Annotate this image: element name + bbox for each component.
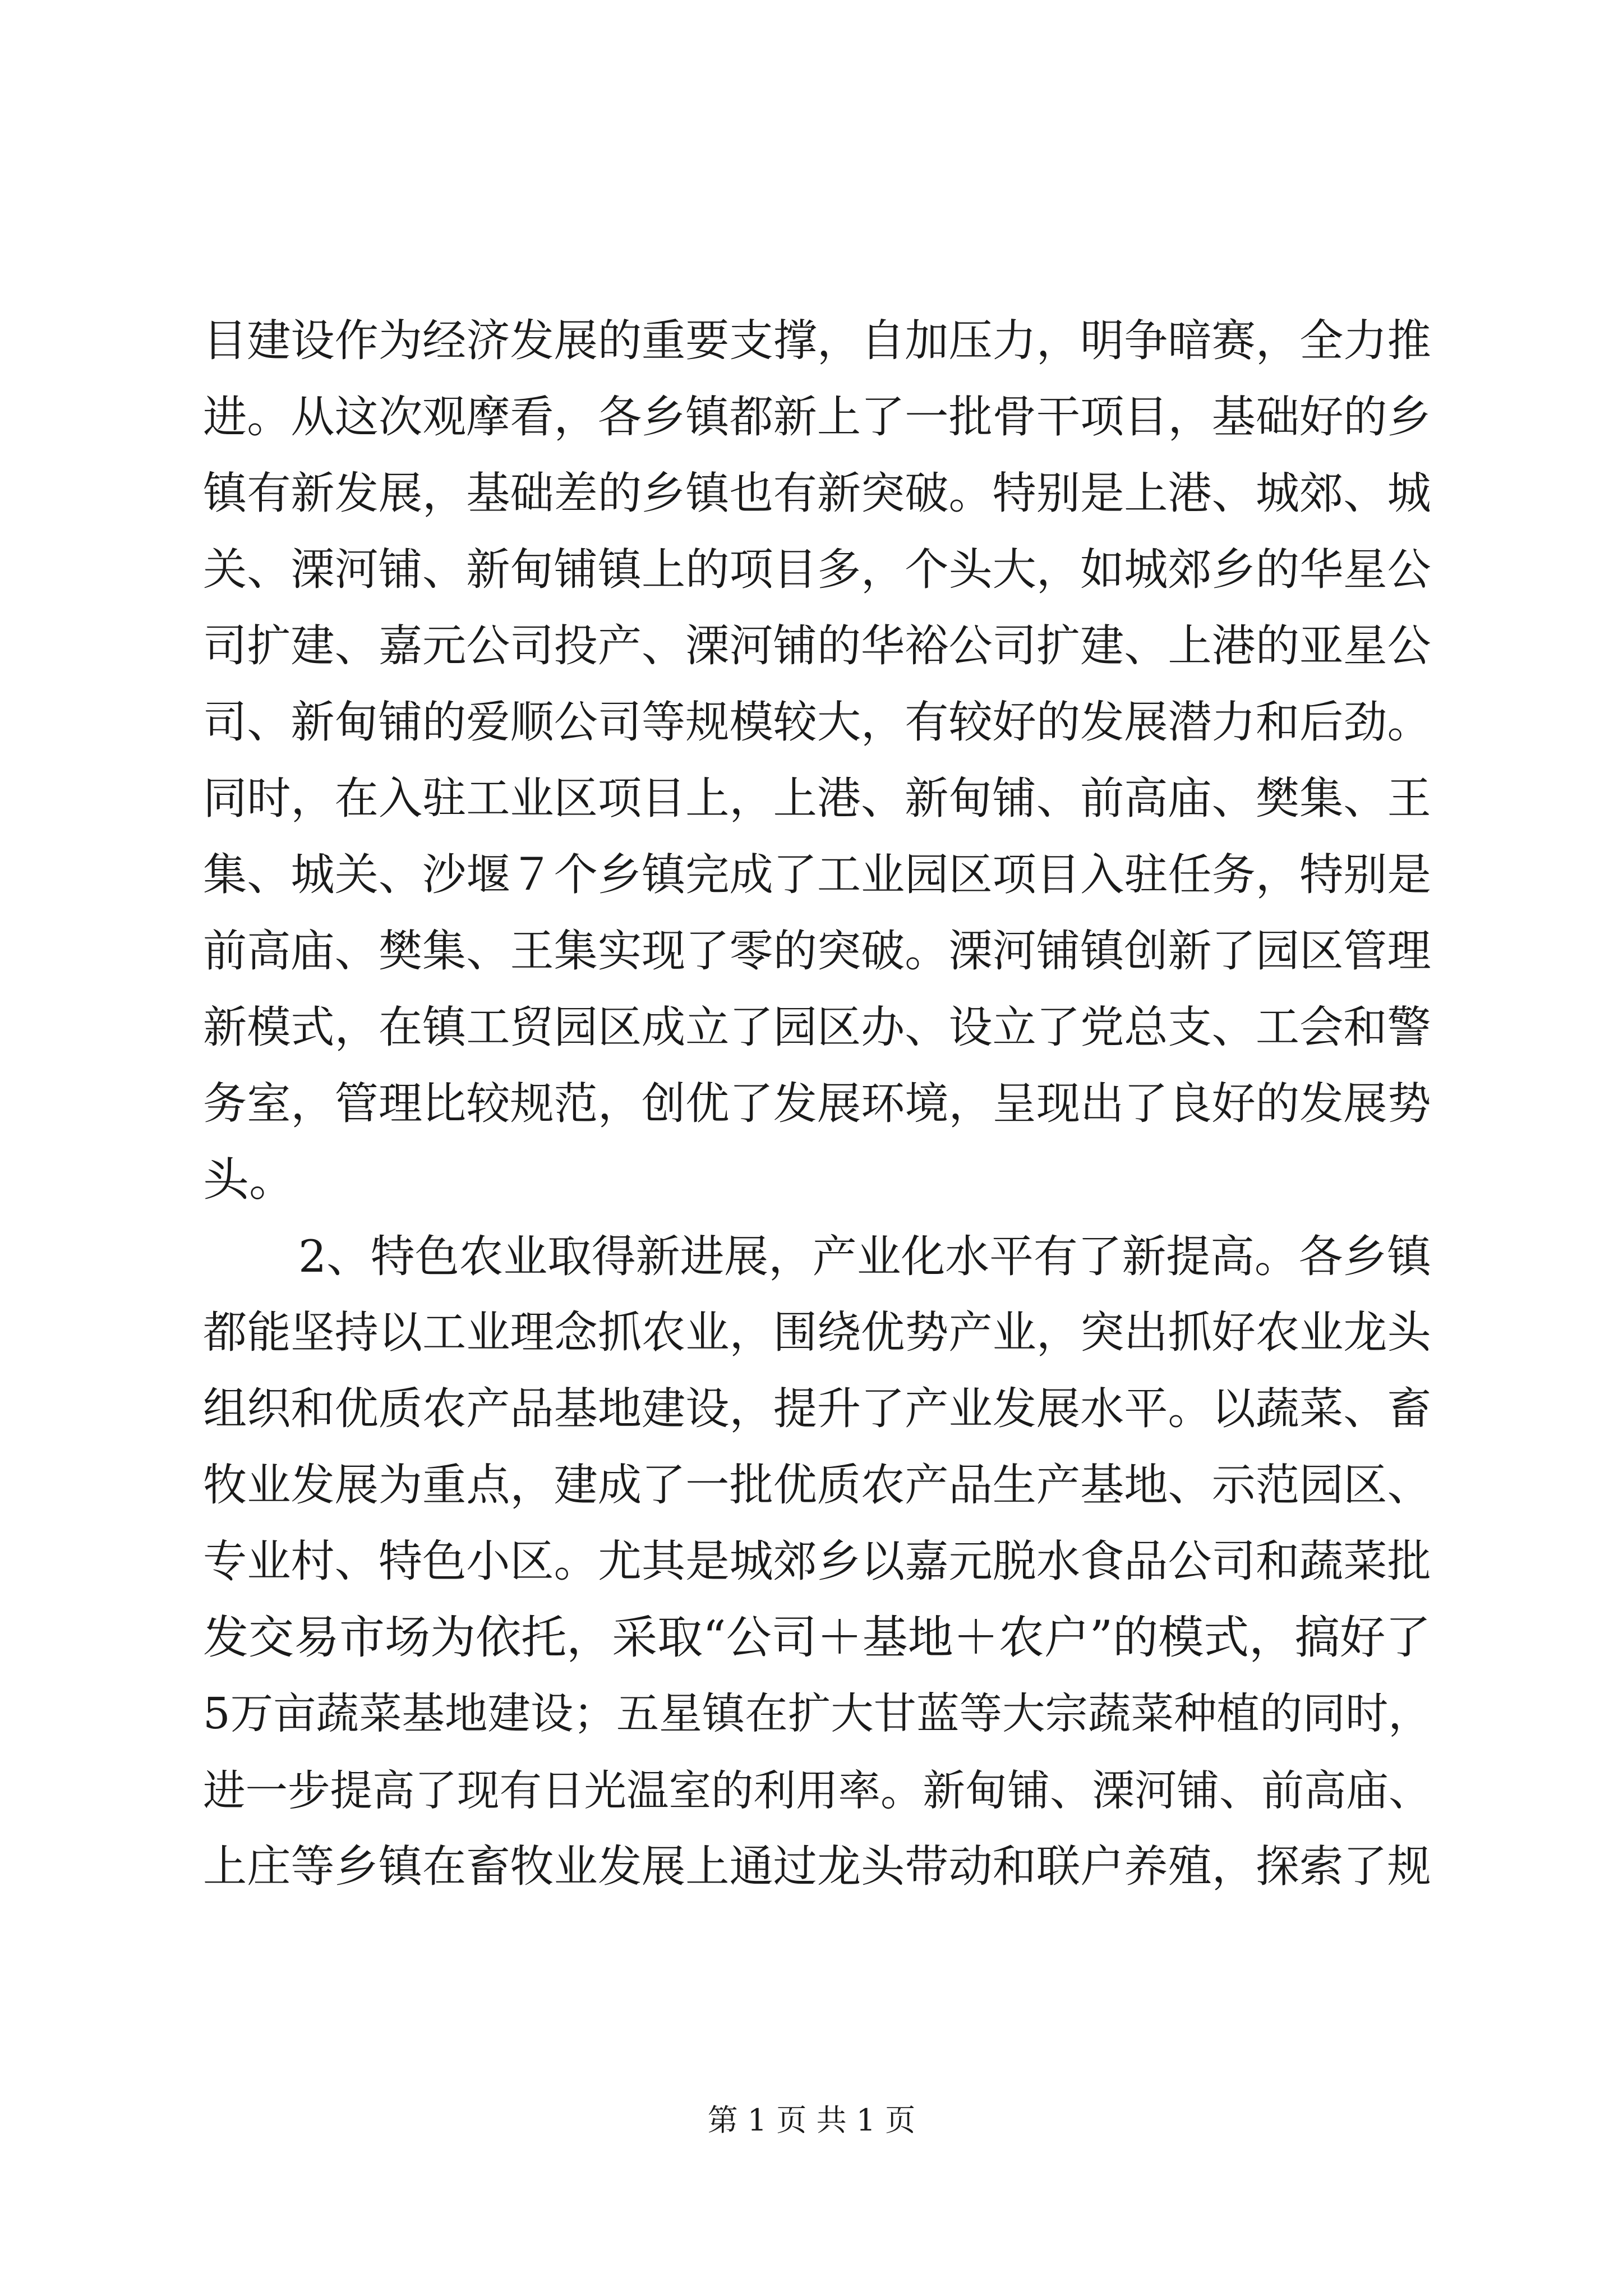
text-line: 集、城关、沙堰７个乡镇完成了工业园区项目入驻任务，特别是 — [203, 849, 1431, 900]
text-line: 上庄等乡镇在畜牧业发展上通过龙头带动和联户养殖，探索了规 — [203, 1841, 1431, 1892]
text-line: 镇有新发展，基础差的乡镇也有新突破。特别是上港、城郊、城 — [203, 468, 1431, 519]
text-line: 头。 — [203, 1153, 296, 1207]
text-line: 进。从这次观摩看，各乡镇都新上了一批骨干项目，基础好的乡 — [203, 392, 1431, 443]
page-number-label: 第 1 页 共 1 页 — [707, 2102, 916, 2138]
paragraph-start-line: 2、特色农业取得新进展，产业化水平有了新提高。各乡镇 — [298, 1231, 1432, 1282]
text-line: 同时，在入驻工业区项目上，上港、新甸铺、前高庙、樊集、王 — [203, 773, 1431, 824]
text-line: 进一步提高了现有日光温室的利用率。新甸铺、溧河铺、前高庙、 — [203, 1766, 1431, 1815]
page-footer — [0, 2101, 1623, 2140]
text-line: 发交易市场为依托，采取“公司＋基地＋农户”的模式，搞好了 — [203, 1612, 1431, 1664]
text-line: 新模式，在镇工贸园区成立了园区办、设立了党总支、工会和警 — [203, 1002, 1431, 1053]
text-line: 都能坚持以工业理念抓农业，围绕优势产业，突出抓好农业龙头 — [203, 1307, 1431, 1358]
text-line: 务室，管理比较规范，创优了发展环境，呈现出了良好的发展势 — [203, 1078, 1431, 1129]
text-line: 司、新甸铺的爱顺公司等规模较大，有较好的发展潜力和后劲。 — [203, 697, 1431, 748]
text-line: 5万亩蔬菜基地建设；五星镇在扩大甘蓝等大宗蔬菜种植的同时， — [203, 1689, 1431, 1739]
text-line: 组织和优质农产品基地建设，提升了产业发展水平。以蔬菜、畜 — [203, 1383, 1431, 1434]
text-line: 专业村、特色小区。尤其是城郊乡以嘉元脱水食品公司和蔬菜批 — [203, 1536, 1431, 1587]
text-line: 关、溧河铺、新甸铺镇上的项目多，个头大，如城郊乡的华星公 — [203, 544, 1431, 595]
text-line: 牧业发展为重点，建成了一批优质农产品生产基地、示范园区、 — [203, 1460, 1431, 1511]
text-line: 前高庙、樊集、王集实现了零的突破。溧河铺镇创新了园区管理 — [203, 926, 1431, 977]
text-line: 司扩建、嘉元公司投产、溧河铺的华裕公司扩建、上港的亚星公 — [203, 620, 1431, 671]
text-line: 目建设作为经济发展的重要支撑，自加压力，明争暗赛，全力推 — [203, 315, 1431, 366]
document-body — [203, 303, 1431, 1905]
